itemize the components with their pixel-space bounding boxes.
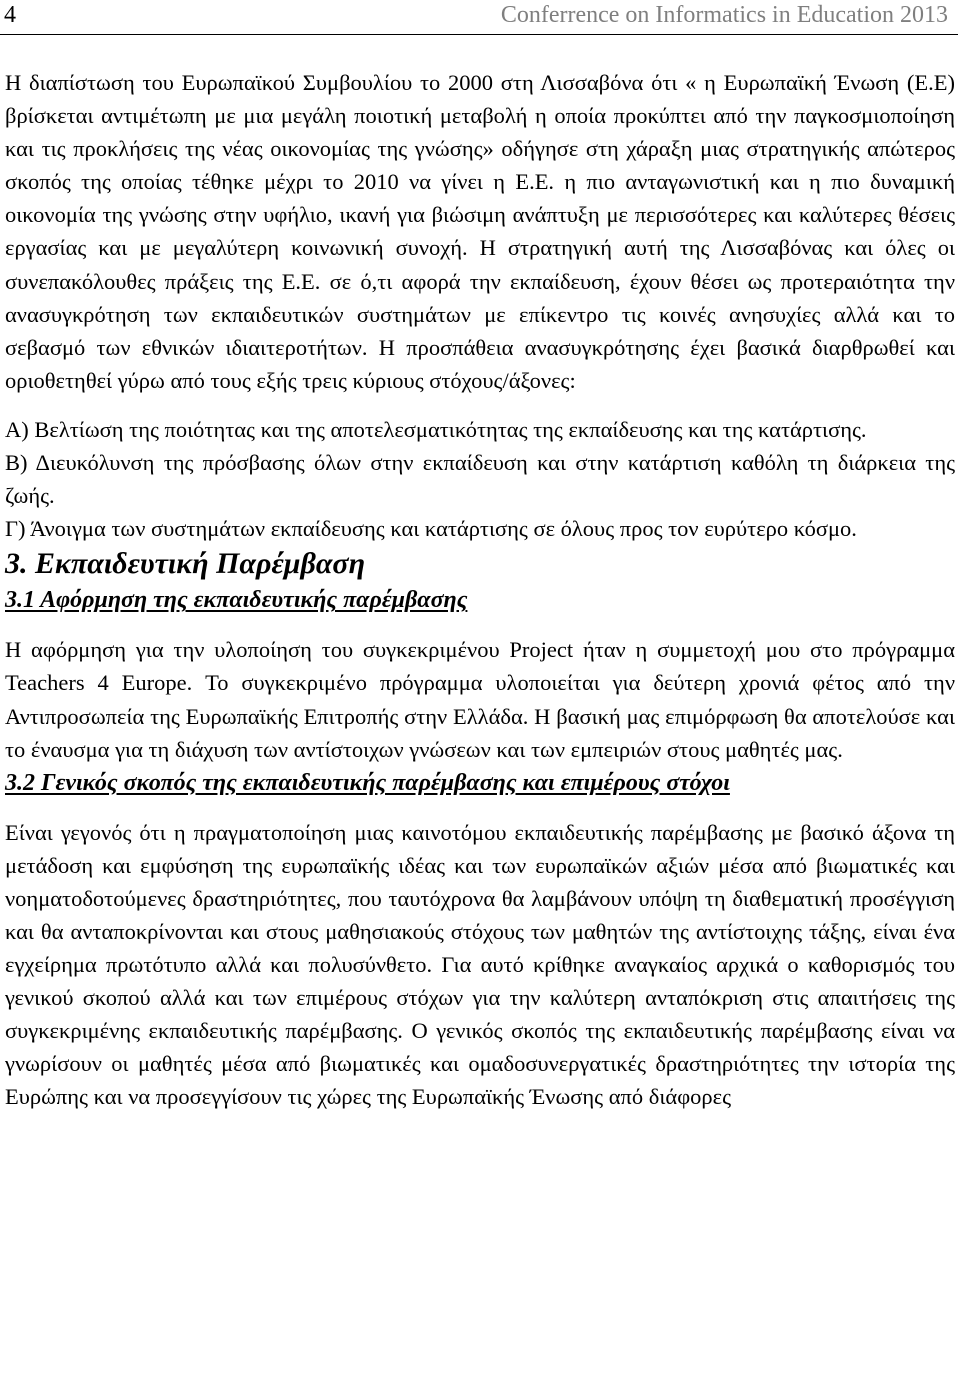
header-divider <box>0 34 958 35</box>
goal-a-paragraph: Α) Βελτίωση της ποιότητας και της αποτελεσματικότητας της εκπαίδευσης και της κατάρτισης. <box>5 416 867 442</box>
intro-paragraph: Η διαπίστωση του Ευρωπαϊκού Συμβουλίου το 2000 στη Λισσαβόνα ότι « η Ευρωπαϊκή Ένωση (Ε.Ε) βρίσκεται αντιμέτωπη με μια μεγάλη ποιοτική μεταβολή η οποία προκύπτει από την παγκοσμιοποίηση και τις προκλήσεις της νέας οικονομίας της γνώσης» οδήγησε στη χάραξη μιας στρατηγικής απώτερος σκοπός της οποίας τέθηκε μέχρι το 2010 να γίνει η Ε.Ε. η πιο ανταγωνιστική και η πιο δυναμική οικονομία της γνώσης στην υφήλιο, ικανή για βιώσιμη ανάπτυξη με περισσότερες και καλύτερες θέσεις εργασίας και με μεγαλύτερη κοινωνική συνοχή. Η στρατηγική αυτή της Λισσαβόνας και όλες οι συνεπακόλουθες πράξεις της Ε.Ε. σε ό,τι αφορά την εκπαίδευση, έχουν θέσει ως προτεραιότητα την ανασυγκρότηση των εκπαιδευτικών συστημάτων με επίκεντρο τις κοινές ανησυχίες αλλά και το σεβασμό των εθνικών ιδιαιτεροτήτων. Η προσπάθεια ανασυγκρότησης έχει βασικά διαρθρωθεί και οριοθετηθεί γύρω από τους εξής τρεις κύριους στόχους/άξονες: <box>5 70 955 393</box>
section-3-title: 3. Εκπαιδευτική Παρέμβαση <box>5 547 366 581</box>
page-header <box>0 0 960 38</box>
goal-c-paragraph: Γ) Άνοιγμα των συστημάτων εκπαίδευσης και κατάρτισης σε όλους προς τον ευρύτερο κόσμο. <box>5 516 857 542</box>
subsection-3-1-title: 3.1 Αφόρμηση της εκπαιδευτικής παρέμβασης <box>5 587 468 614</box>
subsection-3-1-body: Η αφόρμηση για την υλοποίηση του συγκεκριμένου Project ήταν η συμμετοχή μου στο πρόγραμμα Teachers 4 Europe. Το συγκεκριμένο πρόγραμμα υλοποιείται για δεύτερη χρονιά φέτος από την Αντιπροσωπεία της Ευρωπαϊκής Επιτροπής στην Ελλάδα. Η βασική μας επιμόρφωση θα αποτελούσε και το έναυσμα για τη διάχυση των αντίστοιχων γνώσεων και των εμπειριών στους μαθητές μας. <box>5 637 955 762</box>
subsection-3-2-title: 3.2 Γενικός σκοπός της εκπαιδευτικής παρέμβασης και επιμέρους στόχοι <box>5 769 730 796</box>
subsection-3-2-body: Είναι γεγονός ότι η πραγματοποίηση μιας καινοτόμου εκπαιδευτικής παρέμβασης με βασικό άξονα τη μετάδοση και εμφύσηση της ευρωπαϊκής ιδέας και των ευρωπαϊκών αξιών μέσα από βιωματικές και νοηματοδοτούμενες δραστηριότητες, που ταυτόχρονα θα λαμβάνουν υπόψη τη διαθεματική προσέγγιση και θα ανταποκρίνονται και στους μαθησιακούς στόχους των μαθητών της αντίστοιχης τάξης, είναι ένα εγχείρημα πρωτότυπο αλλά και πολυσύνθετο. Για αυτό κρίθηκε αναγκαίος αρχικά ο καθορισμός του γενικού σκοπού αλλά και των επιμέρους στόχων για την καλύτερη ανταπόκριση στις απαιτήσεις της συγκεκριμένης εκπαιδευτικής παρέμβασης. Ο γενικός σκοπός της εκπαιδευτικής παρέμβασης είναι να γνωρίσουν οι μαθητές μέσα από βιωματικές και ομαδοσυνεργατικές δραστηριότητες την ιστορία της Ευρώπης και να προσεγγίσουν τις χώρες της Ευρωπαϊκής Ένωσης από διάφορες <box>5 819 955 1110</box>
goal-b-paragraph: Β) Διευκόλυνση της πρόσβασης όλων στην εκπαίδευση και στην κατάρτιση καθόλη τη διάρκεια της ζωής. <box>5 450 955 509</box>
page-content <box>5 66 955 1114</box>
running-title: Conferrence on Informatics in Education 2013 <box>500 2 948 28</box>
page-number: 4 <box>4 2 16 28</box>
